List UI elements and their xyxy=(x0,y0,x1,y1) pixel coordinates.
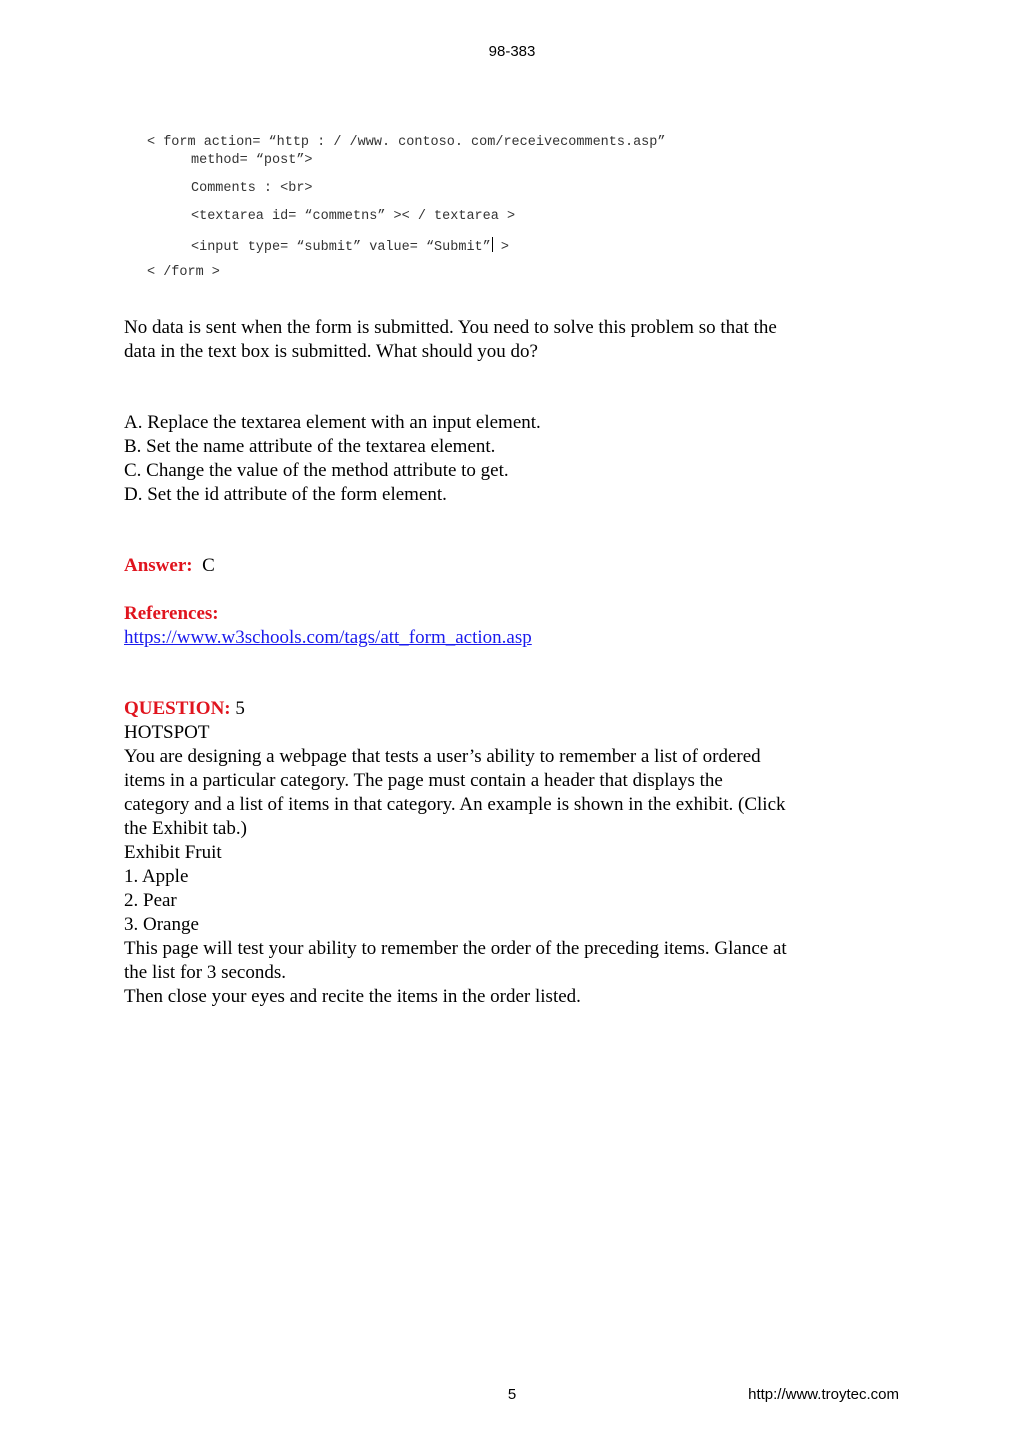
question-stem: No data is sent when the form is submitted. You need to solve this problem so that the xyxy=(124,317,777,338)
question-line: items in a particular category. The page must contain a header that displays the xyxy=(124,770,723,791)
question-line: the Exhibit tab.) xyxy=(124,818,247,839)
page-header-exam-code: 98-383 xyxy=(488,43,536,60)
answer-line xyxy=(124,554,864,578)
answer-value: C xyxy=(202,555,215,576)
question-stem: data in the text box is submitted. What should you do? xyxy=(124,341,538,362)
question-line: You are designing a webpage that tests a user’s ability to remember a list of ordered xyxy=(124,746,761,767)
references-label: References: xyxy=(124,603,219,624)
question-line: This page will test your ability to remember the order of the preceding items. Glance at xyxy=(124,938,787,959)
option-d: D. Set the id attribute of the form element. xyxy=(124,484,447,505)
question-line: category and a list of items in that category. An example is shown in the exhibit. (Click xyxy=(124,794,786,815)
code-line: Comments : <br> xyxy=(191,181,313,196)
reference-link[interactable]: https://www.w3schools.com/tags/att_form_action.asp xyxy=(124,627,532,648)
code-line-input-text: <input type= “submit” value= “Submit” xyxy=(191,240,491,255)
list-item: 2. Pear xyxy=(124,890,177,911)
question-number: 5 xyxy=(235,698,245,719)
code-line-input xyxy=(191,237,509,255)
code-line: < /form > xyxy=(147,265,220,280)
footer-url: http://www.troytec.com xyxy=(748,1386,899,1403)
answer-label: Answer: xyxy=(124,555,193,576)
list-item: 3. Orange xyxy=(124,914,199,935)
page-number: 5 xyxy=(507,1386,517,1403)
question-line: Exhibit Fruit xyxy=(124,842,222,863)
code-line: < form action= “http : / /www. contoso. com/receivecomments.asp” xyxy=(147,135,666,150)
option-b: B. Set the name attribute of the textarea element. xyxy=(124,436,496,457)
list-item: 1. Apple xyxy=(124,866,189,887)
code-line-input-end: > xyxy=(492,240,509,255)
code-line: <textarea id= “commetns” >< / textarea > xyxy=(191,209,516,224)
question-type: HOTSPOT xyxy=(124,722,210,743)
question-heading xyxy=(124,697,864,721)
question-line: the list for 3 seconds. xyxy=(124,962,287,983)
code-line: method= “post”> xyxy=(191,153,313,168)
option-c: C. Change the value of the method attribute to get. xyxy=(124,460,509,481)
question-content xyxy=(124,316,864,1009)
question-line: Then close your eyes and recite the items in the order listed. xyxy=(124,986,581,1007)
option-a: A. Replace the textarea element with an input element. xyxy=(124,412,541,433)
question-label: QUESTION: xyxy=(124,698,231,719)
